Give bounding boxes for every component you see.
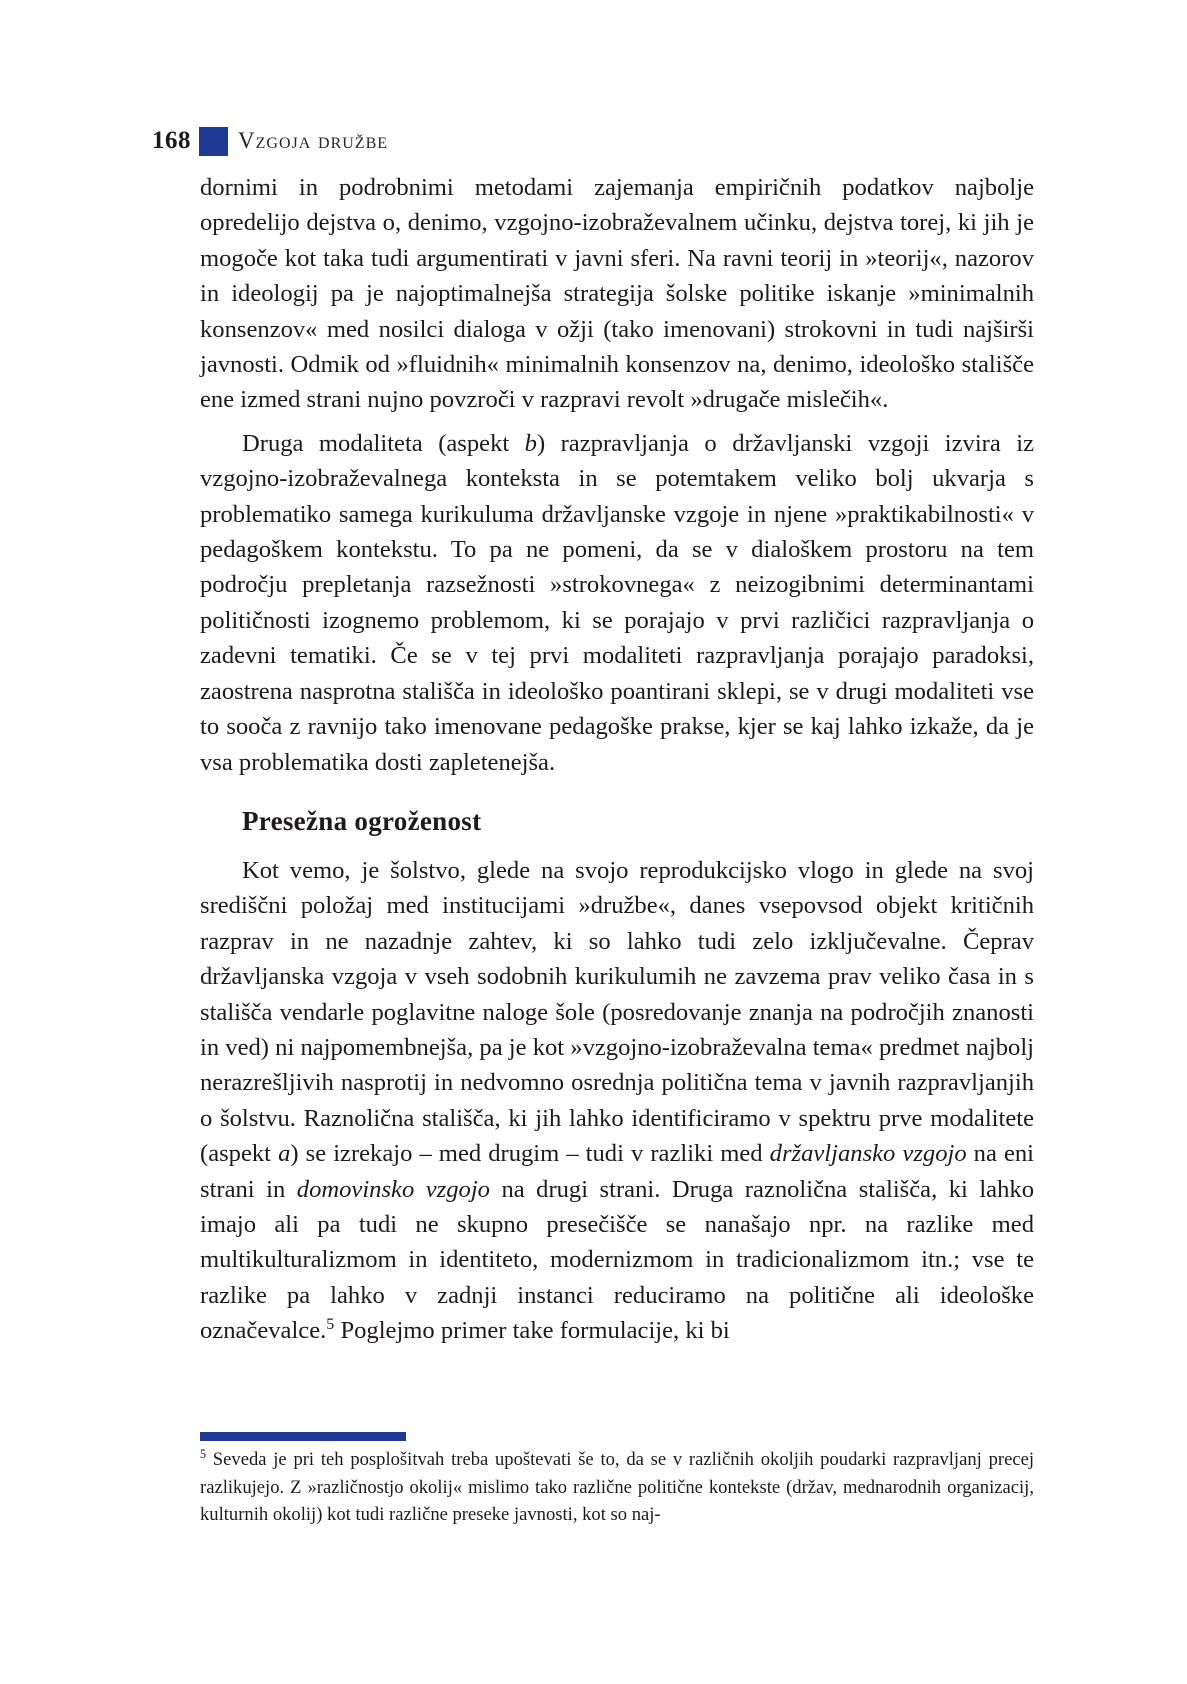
paragraph-3-text-3: na eni strani in (200, 1140, 1035, 1203)
paragraph-3-italic-drzavljansko: državljansko vzgojo (769, 1140, 967, 1168)
footnote-reference[interactable]: 5 (326, 1316, 335, 1333)
paragraph-3 (200, 853, 1034, 1349)
paragraph-3-italic-domovinsko: domovinsko vzgojo (296, 1175, 490, 1203)
paragraph-3-text-4: na drugi strani. Druga raznolična stališča, ki lahko imajo ali pa tudi ne skupno presečišče se nanašajo npr. na razlike med multikulturalizmom in identiteto, modernizmom in tradicionalizmom itn.; vse te razlike pa lahko v zadnji instanci reduciramo na politične ali ideološke označevalce. (200, 1175, 1034, 1345)
paragraph-3-text-1: Kot vemo, je šolstvo, glede na svojo reprodukcijsko vlogo in glede na svoj središčni položaj med institucijami »družbe«, danes vsepovsod objekt kritičnih razprav in ne nazadnje zahtev, ki so lahko tudi zelo izključevalne. Čeprav državljanska vzgoja v vseh sodobnih kurikulumih ne zavzema prav veliko časa in s stališča vendarle poglavitne naloge šole (posredovanje znanja na področjih znanosti in ved) ni najpomembnejša, pa je kot »vzgojno-izobraževalna tema« predmet najbolj nerazrešljivih nasprotij in nedvomno osrednja politična tema v javnih razpravljanjih o šolstvu. Raznolična stališča, ki jih lahko identificiramo v spektru prve modalitete (aspekt (200, 856, 1034, 1168)
paragraph-2-text-b: ) razpravljanja o državljanski vzgoji izvira iz vzgojno-izobraževalnega konteksta in se potemtakem veliko bolj ukvarja s problematiko samega kurikuluma državljanske vzgoje in njene »praktikabilnosti« v pedagoškem kontekstu. To pa ne pomeni, da se v dialoškem prostoru na tem področju prepletanja razsežnosti »strokovnega« z neizogibnimi determinantami političnosti izognemo problemom, ki se porajajo v prvi različici razpravljanja o zadevni tematiki. Če se v tej prvi modaliteti razpravljanja porajajo paradoksi, zaostrena nasprotna stališča in ideološko poantirani sklepi, se v drugi modaliteti vse to sooča z ravnijo tako imenovane pedagoške prakse, kjer se kaj lahko izkaže, da je vsa problematika dosti zapletenejša. (200, 429, 1034, 776)
footnote (200, 1446, 1034, 1529)
page-number: 168 (152, 127, 191, 154)
footnote-rule (200, 1432, 406, 1441)
header-accent-square (199, 127, 228, 156)
paragraph-2-italic-b: b (524, 429, 537, 457)
paragraph-2-text-a: Druga modaliteta (aspekt (242, 429, 525, 457)
paragraph-1: dornimi in podrobnimi metodami zajemanja empiričnih podatkov najbolje opredelijo dejstva o, denimo, vzgojno-izobraževalnem učinku, dejstva torej, ki jih je mogoče kot taka tudi argumentirati v javni sferi. Na ravni teorij in »teorij«, nazorov in ideologij pa je najoptimalnejša strategija šolske politike iskanje »minimalnih konsenzov« med nosilci dialoga v ožji (tako imenovani) strokovni in tudi najširši javnosti. Odmik od »fluidnih« minimalnih konsenzov na, denimo, ideološko stališče ene izmed strani nujno povzroči v razpravi revolt »drugače mislečih«. (200, 174, 1034, 414)
paragraph-3-text-5: Poglejmo primer take formulacije, ki bi (334, 1317, 730, 1345)
paragraph-3-text-2: ) se izrekajo – med drugim – tudi v razliki med (290, 1140, 770, 1168)
running-title: Vzgoja družbe (238, 128, 389, 153)
paragraph-2 (200, 426, 1034, 780)
section-heading: Presežna ogroženost (242, 805, 482, 836)
paragraph-3-italic-a: a (278, 1140, 291, 1168)
footnote-number: 5 (200, 1446, 207, 1461)
running-header (152, 121, 388, 161)
main-text (200, 170, 1034, 1349)
footnote-text: Seveda je pri teh posplošitvah treba upoštevati še to, da se v različnih okoljih poudarki razpravljanj precej razlikujejo. Z »različnostjo okolij« mislimo tako različne politične kontekste (držav, mednarodnih organizacij, kulturnih okolij) kot tudi različne preseke javnosti, kot so naj- (200, 1449, 1034, 1525)
